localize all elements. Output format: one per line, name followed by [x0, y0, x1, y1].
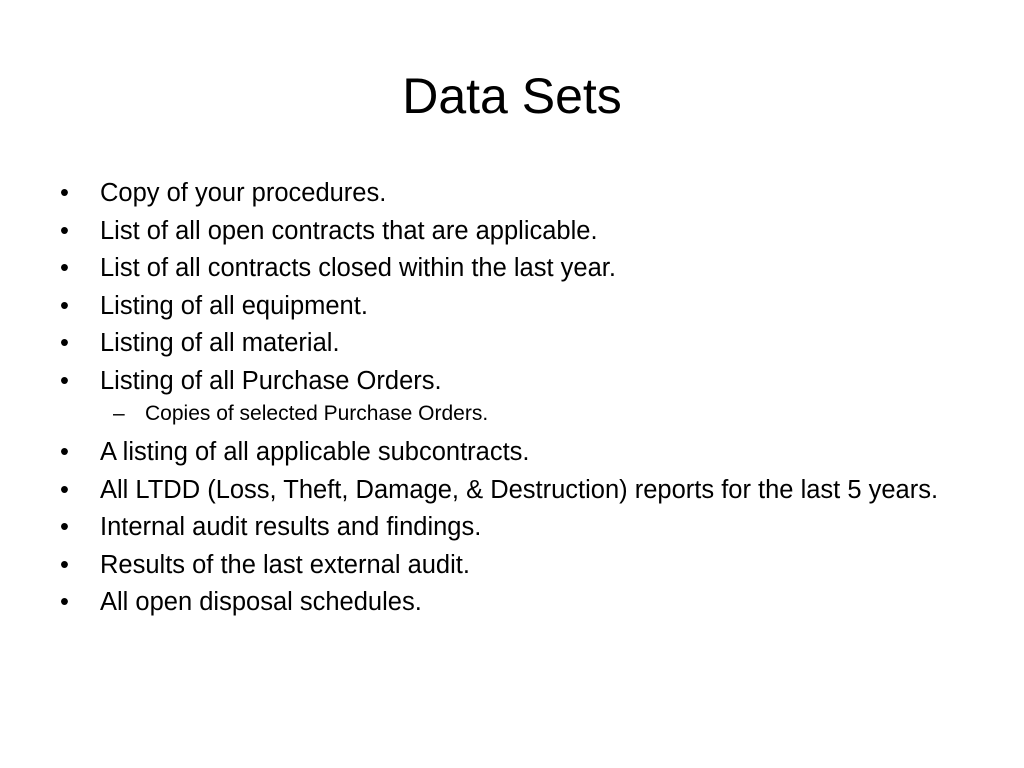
- list-item-text: Listing of all Purchase Orders.: [100, 366, 442, 395]
- list-item-text: All open disposal schedules.: [100, 588, 422, 616]
- list-item: [60, 366, 960, 396]
- list-item-text: Listing of all equipment.: [100, 291, 368, 320]
- list-item: [60, 512, 960, 542]
- bullet-icon: •: [60, 179, 69, 207]
- bullet-icon: •: [60, 254, 69, 282]
- bullet-icon: •: [60, 329, 69, 357]
- list-item: [60, 475, 960, 505]
- list-item: [60, 587, 960, 617]
- bullet-icon: •: [60, 366, 69, 395]
- bullet-icon: •: [60, 216, 69, 245]
- bullet-icon: •: [60, 291, 69, 320]
- dash-icon: –: [113, 402, 125, 425]
- list-item: [60, 216, 960, 246]
- list-item-text: List of all open contracts that are applicable.: [100, 216, 598, 245]
- bullet-icon: •: [60, 513, 69, 541]
- list-item: [60, 291, 960, 321]
- slide-title: Data Sets: [402, 68, 622, 124]
- list-item: [60, 178, 960, 208]
- bullet-icon: •: [60, 475, 69, 504]
- list-item-text: Listing of all material.: [100, 329, 340, 357]
- sub-list-item: [60, 401, 960, 427]
- bullet-icon: •: [60, 588, 69, 616]
- list-item-text: Internal audit results and findings.: [100, 513, 482, 541]
- list-item: [60, 550, 960, 580]
- list-item: [60, 253, 960, 283]
- list-item: [60, 437, 960, 467]
- bullet-list: [60, 178, 960, 625]
- list-item: [60, 328, 960, 358]
- list-item-text: List of all contracts closed within the last year.: [100, 254, 616, 282]
- sub-list-item-text: Copies of selected Purchase Orders.: [145, 402, 489, 425]
- bullet-icon: •: [60, 550, 69, 579]
- list-item-text: All LTDD (Loss, Theft, Damage, & Destruction) reports for the last 5 years.: [100, 475, 939, 504]
- list-item-text: Results of the last external audit.: [100, 550, 470, 579]
- list-item-text: A listing of all applicable subcontracts.: [100, 438, 530, 466]
- bullet-icon: •: [60, 438, 69, 466]
- list-item-text: Copy of your procedures.: [100, 179, 387, 207]
